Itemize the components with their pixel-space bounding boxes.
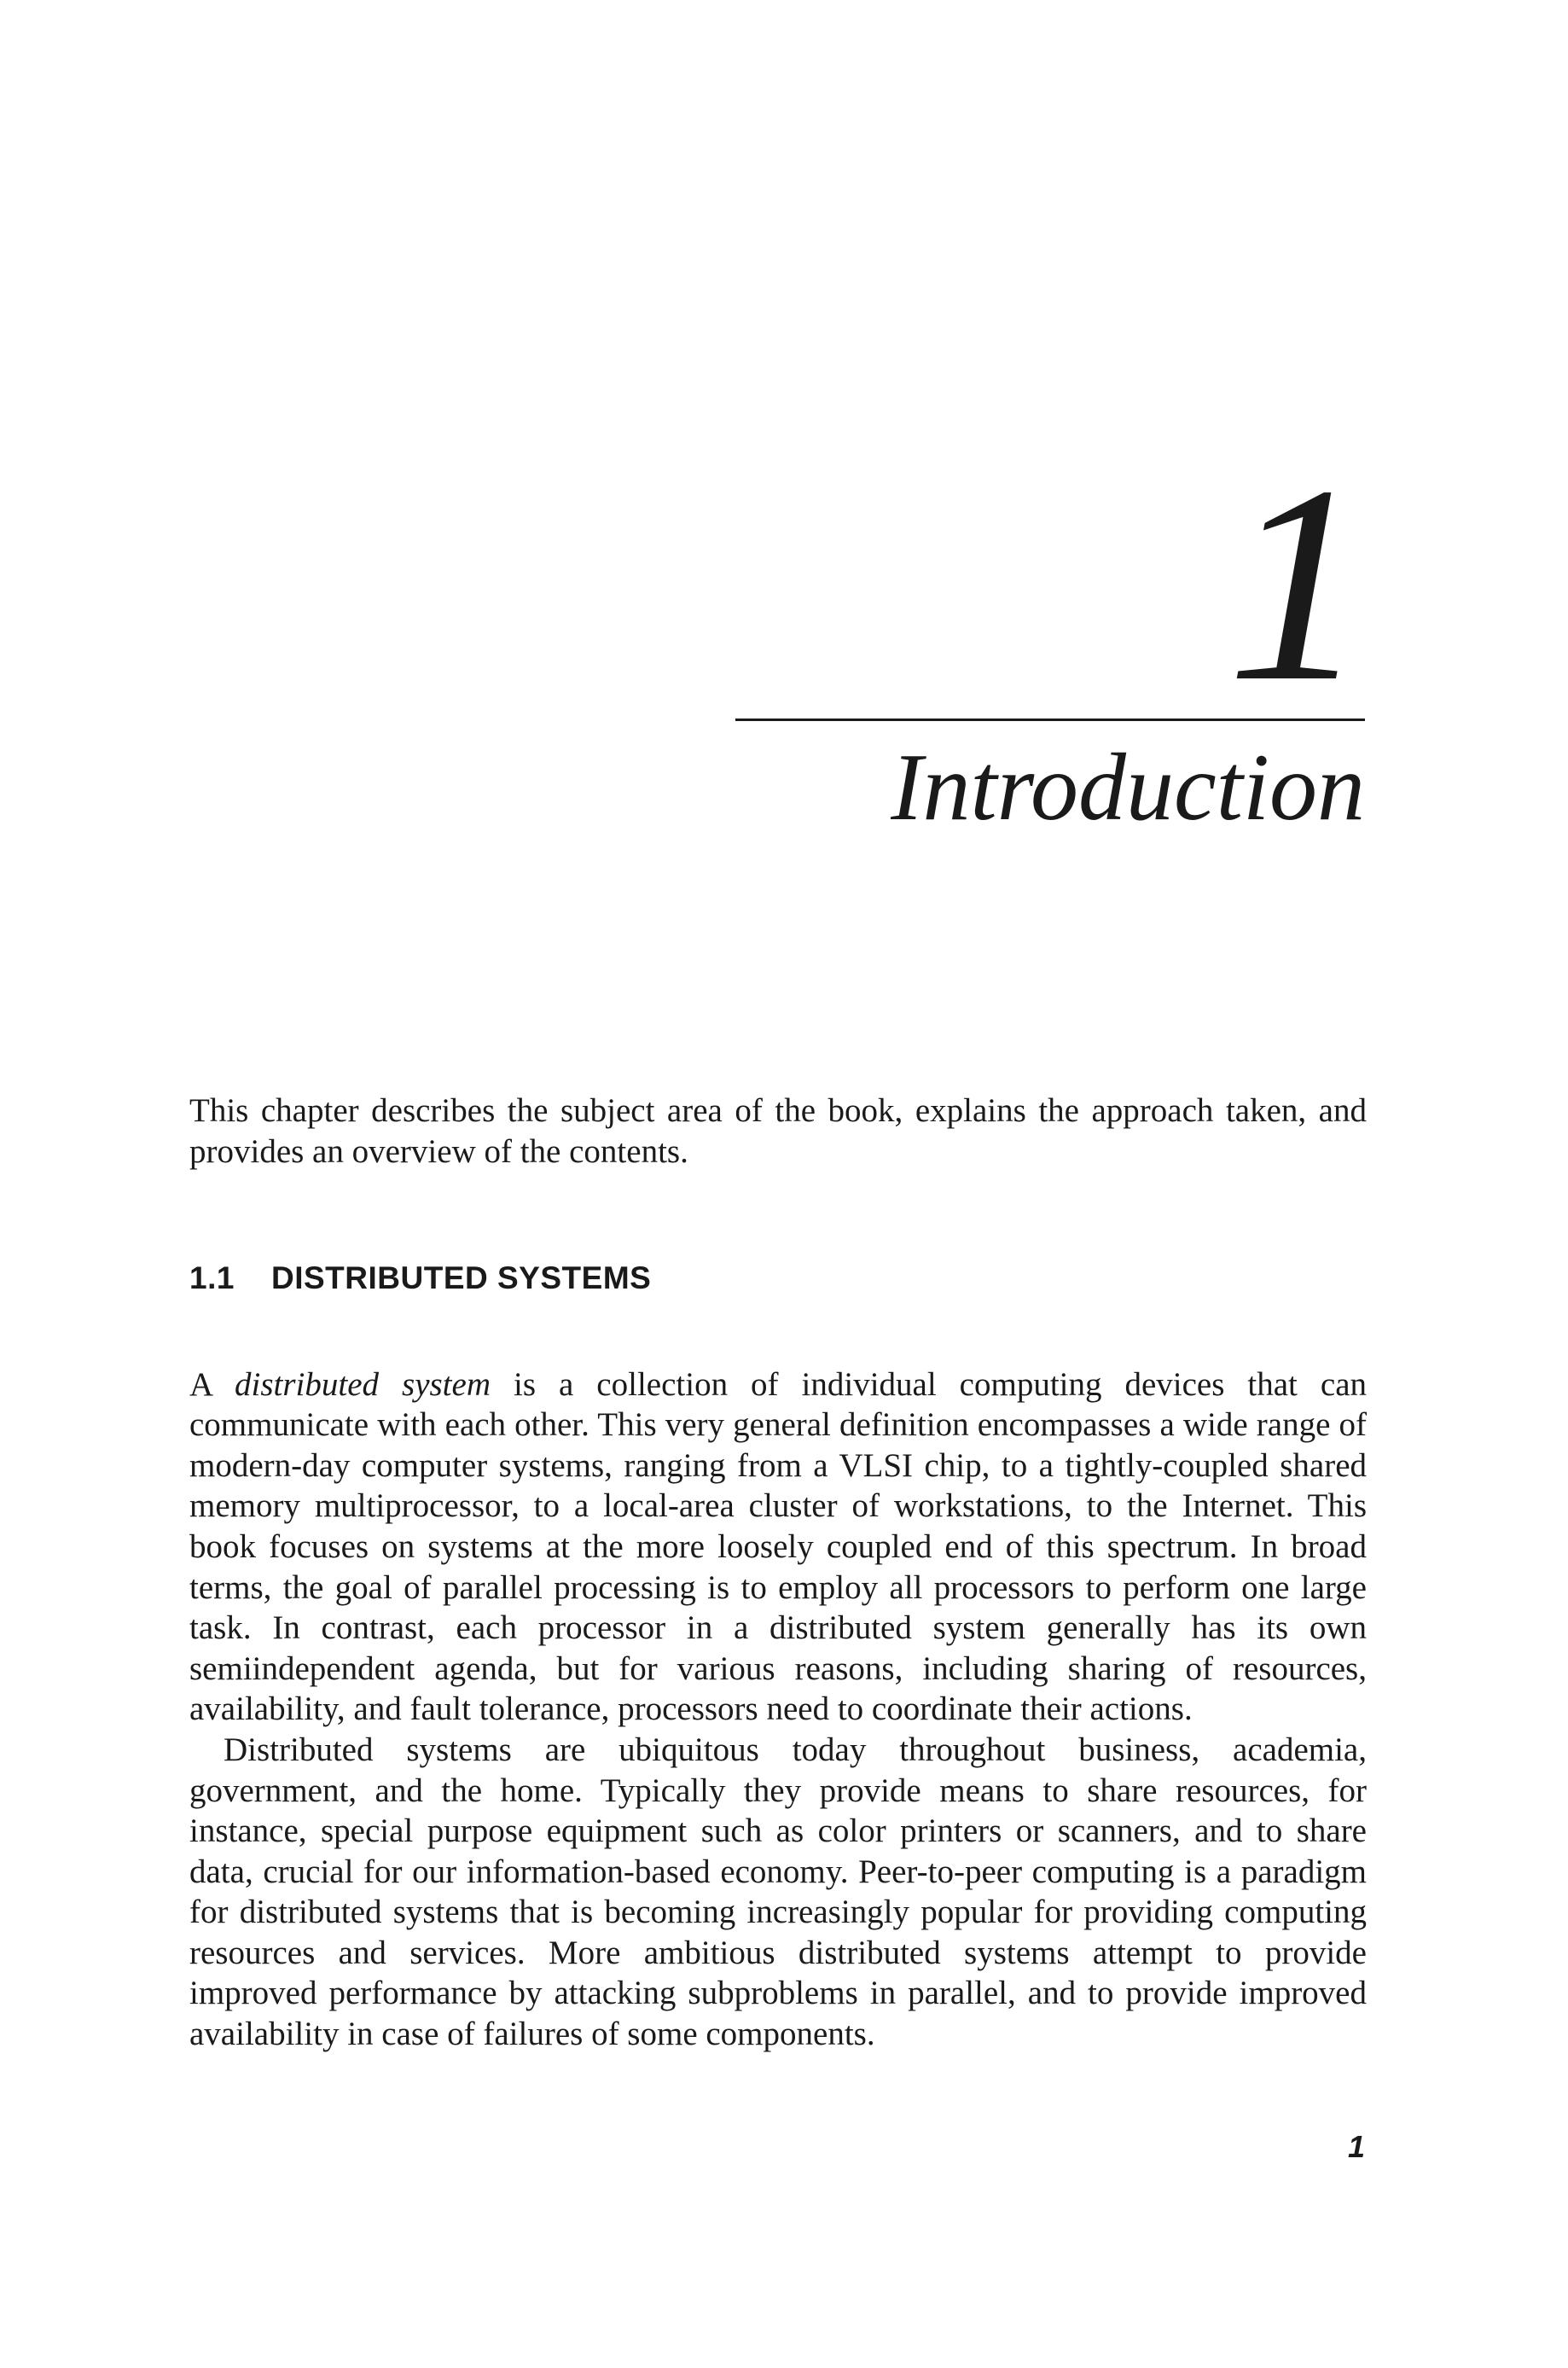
defined-term: distributed system: [235, 1365, 491, 1403]
chapter-rule: [735, 719, 1365, 721]
chapter-title: Introduction: [891, 735, 1365, 841]
chapter-content: [189, 1091, 1367, 2055]
section-number: 1.1: [189, 1260, 235, 1296]
intro-paragraph: This chapter describes the subject area of the book, explains the approach taken, and provides an overview of the contents.: [189, 1092, 1367, 1170]
paragraph-1-text: is a collection of individual computing devices that can communicate with each other. This very general definition encompasses a wide range of modern-day computer systems, ranging from a VLSI chip, to a tightly-coupled shared memory multiprocessor, to a local-area cluster of workstations, to the Internet. This book focuses on systems at the more loosely coupled end of this spectrum. In broad terms, the goal of parallel processing is to employ all processors to perform one large task. In contrast, each processor in a distributed system generally has its own semiindependent agenda, but for various reasons, including sharing of resources, availability, and fault tolerance, processors need to coordinate their actions.: [189, 1365, 1368, 1728]
paragraph-1-lead: A: [189, 1365, 235, 1403]
body-paragraph-1: [189, 1364, 1367, 1730]
section-heading: [189, 1260, 1367, 1297]
page-number: 1: [1347, 2129, 1365, 2164]
section-title: DISTRIBUTED SYSTEMS: [271, 1260, 652, 1296]
body-paragraph-2: Distributed systems are ubiquitous today throughout business, academia, government, and the home. Typically they provide means to share resources, for instance, special purpose equipment such as color printers or scanners, and to share data, crucial for our information-based economy. Peer-to-peer computing is a paradigm for distributed systems that is becoming increasingly popular for providing computing resources and services. More ambitious distributed systems attempt to provide improved performance by attacking subproblems in parallel, and to provide improved availability in case of failures of some components.: [189, 1731, 1367, 2053]
chapter-number: 1: [1227, 428, 1368, 740]
